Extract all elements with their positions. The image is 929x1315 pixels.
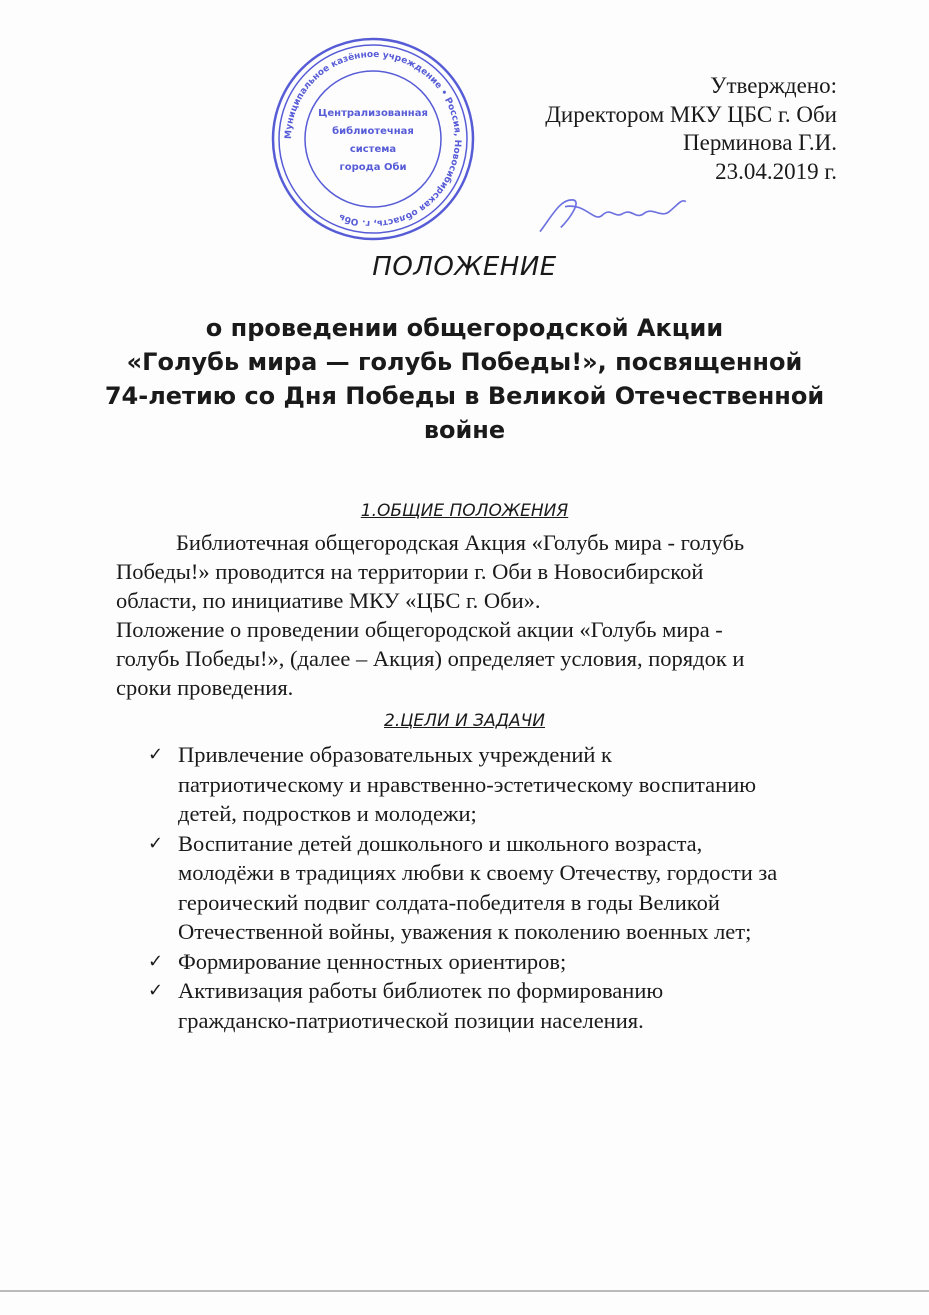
subtitle-line: войне xyxy=(423,416,506,444)
subtitle-line: о проведении общегородской Акции xyxy=(205,314,724,342)
paragraph-line: Положение о проведении общегородской акции «Голубь мира - xyxy=(116,617,723,642)
checkmark-icon: ✓ xyxy=(148,832,164,854)
svg-text:Муниципальное казённое учрежде xyxy=(284,50,462,228)
checkmark-icon: ✓ xyxy=(148,744,164,765)
subtitle-line: 74-летию со Дня Победы в Великой Отечественной xyxy=(104,382,825,410)
list-item-line: гражданско-патриотической позиции населения. xyxy=(178,1007,644,1033)
scan-edge xyxy=(0,1290,929,1292)
approval-block xyxy=(545,72,837,186)
list-item-line: патриотическому и нравственно-эстетическому воспитанию xyxy=(178,771,757,797)
checkmark-icon: ✓ xyxy=(148,980,164,1001)
paragraph-line: сроки проведения. xyxy=(116,675,294,700)
list-item-line: Активизация работы библиотек по формированию xyxy=(178,978,664,1003)
stamp-center-line: Централизованная xyxy=(318,108,428,119)
paragraph-line: Победы!» проводится на территории г. Оби в Новосибирской xyxy=(116,559,704,584)
list-item-line: Формирование ценностных ориентиров; xyxy=(178,948,567,974)
section-2-heading: 2.ЦЕЛИ И ЗАДАЧИ xyxy=(384,711,545,731)
handwritten-signature xyxy=(520,190,710,240)
list-item-line: героический подвиг солдата-победителя в годы Великой xyxy=(178,889,720,915)
section-1-text xyxy=(116,528,744,702)
list-item-line: Привлечение образовательных учреждений к xyxy=(178,742,612,767)
subtitle-line: «Голубь мира — голубь Победы!», посвященной xyxy=(126,348,803,376)
section-1-heading: 1.ОБЩИЕ ПОЛОЖЕНИЯ xyxy=(360,501,569,521)
stamp-ring-text: Муниципальное казённое учреждение • Россия, Новосибирская область, г. Обь xyxy=(283,49,463,229)
document-subtitle xyxy=(0,311,929,447)
approval-date: 23.04.2019 г. xyxy=(715,158,837,184)
approval-label: Утверждено: xyxy=(710,73,837,98)
paragraph-line: области, по инициативе МКУ «ЦБС г. Оби». xyxy=(116,588,541,613)
list-item xyxy=(148,740,777,829)
paragraph-line: голубь Победы!», (далее – Акция) определяет условия, порядок и xyxy=(116,646,745,671)
list-item xyxy=(148,829,777,947)
approval-name: Перминова Г.И. xyxy=(683,130,837,155)
paragraph-line: Библиотечная общегородская Акция «Голубь мира - голубь xyxy=(176,530,745,555)
list-item-line: Воспитание детей дошкольного и школьного возраста, xyxy=(178,830,703,856)
list-item xyxy=(148,947,777,977)
goals-list xyxy=(148,740,777,1035)
document-title: ПОЛОЖЕНИЕ xyxy=(372,252,557,282)
list-item xyxy=(148,976,777,1035)
stamp-center-line: города Оби xyxy=(339,162,407,173)
checkmark-icon: ✓ xyxy=(148,950,164,972)
official-stamp xyxy=(270,36,476,242)
stamp-center-line: система xyxy=(349,144,397,155)
list-item-line: детей, подростков и молодежи; xyxy=(178,801,477,826)
list-item-line: Отечественной войны, уважения к поколению военных лет; xyxy=(178,919,752,944)
approval-position: Директором МКУ ЦБС г. Оби xyxy=(545,101,837,127)
stamp-center-line: библиотечная xyxy=(332,126,414,137)
list-item-line: молодёжи в традициях любви к своему Отечеству, гордости за xyxy=(178,860,778,885)
